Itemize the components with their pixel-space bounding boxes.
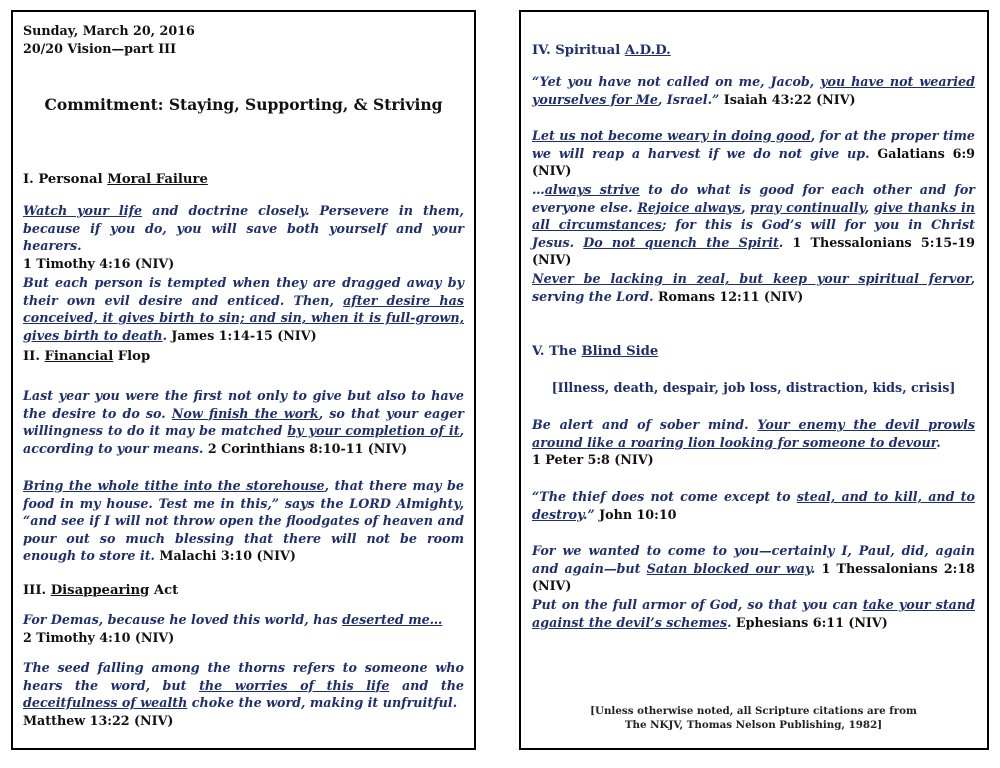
- verse-matthew-13-22: The seed falling among the thorns refers to someone who hears the word, but the worries of this life and the deceitfulness of wealth choke the word, making it unfruitful. Matthew 13:22 (NIV): [23, 660, 464, 728]
- heading-keyword: Disappearing: [50, 583, 150, 598]
- heading-keyword: Blind Side: [581, 344, 659, 359]
- verse-reference: 1 Thessalonians 2:18 (NIV): [532, 560, 976, 594]
- verse-reference: 2 Timothy 4:10 (NIV): [23, 629, 175, 645]
- blind-side-list: [Illness, death, despair, job loss, distraction, kids, crisis]: [551, 380, 956, 395]
- verse-isaiah-43-22: “Yet you have not called on me, Jacob, you have not wearied yourselves for Me, Israel.” Isaiah 43:22 (NIV): [532, 74, 975, 107]
- sermon-title: Commitment: Staying, Supporting, & Striving: [44, 95, 443, 114]
- verse-reference: Malachi 3:10 (NIV): [154, 548, 296, 564]
- verse-1-thessalonians-5-15: …always strive to do what is good for each other and for everyone else. Rejoice always, pray continually, give thanks in all circumstances; for this is God’s will for you in Christ Jesus. Do not quench the Spirit. 1 Thessalonians 5:15-19 (NIV): [532, 182, 976, 268]
- scripture-citation-note: [Unless otherwise noted, all Scripture citations are from The NKJV, Thomas Nelson Publishing, 1982]: [590, 705, 917, 731]
- heading-financial-flop: II. Financial Flop: [23, 349, 151, 364]
- verse-1-timothy-4-16: Watch your life and doctrine closely. Persevere in them, because if you do, you will save both yourself and your hearers. 1 Timothy 4:16 (NIV): [23, 203, 464, 271]
- verse-1-thessalonians-2-18: For we wanted to come to you—certainly I, Paul, did, again and again—but Satan blocked our way. 1 Thessalonians 2:18 (NIV): [532, 543, 976, 594]
- verse-reference: Isaiah 43:22 (NIV): [719, 91, 856, 107]
- verse-1-peter-5-8: Be alert and of sober mind. Your enemy the devil prowls around like a roaring lion looking for someone to devour. 1 Peter 5:8 (NIV): [532, 417, 975, 468]
- verse-reference: 1 Timothy 4:16 (NIV): [23, 255, 175, 271]
- verse-reference: 1 Peter 5:8 (NIV): [532, 452, 654, 468]
- heading-moral-failure: I. Personal Moral Failure: [23, 172, 208, 187]
- heading-blind-side: V. The Blind Side: [532, 344, 659, 359]
- right-bulletin-panel: [519, 10, 989, 750]
- heading-spiritual-add: IV. Spiritual A.D.D.: [532, 43, 671, 58]
- verse-reference: James 1:14-15 (NIV): [166, 327, 317, 343]
- verse-ephesians-6-11: Put on the full armor of God, so that you can take your stand against the devil’s schemes. Ephesians 6:11 (NIV): [532, 597, 975, 630]
- verse-reference: 1 Thessalonians 5:15-19 (NIV): [532, 234, 976, 268]
- heading-keyword: Financial: [44, 349, 114, 364]
- verse-galatians-6-9: Let us not become weary in doing good, for at the proper time we will reap a harvest if we do not give up. Galatians 6:9 (NIV): [532, 128, 975, 179]
- sermon-date: Sunday, March 20, 2016: [23, 23, 195, 38]
- verse-2-corinthians-8-10: Last year you were the first not only to give but also to have the desire to do so. Now finish the work, so that your eager willingness to do it may be matched by your completion of it, according to your means. 2 Corinthians 8:10-11 (NIV): [23, 388, 465, 456]
- verse-reference: Ephesians 6:11 (NIV): [731, 614, 888, 630]
- verse-malachi-3-10: Bring the whole tithe into the storehouse, that there may be food in my house. Test me in this,” says the LORD Almighty, “and see if I will not throw open the floodgates of heaven and pour out so much blessing that there will not be room enough to store it. Malachi 3:10 (NIV): [23, 478, 464, 564]
- left-bulletin-panel: [11, 10, 476, 750]
- verse-james-1-14: But each person is tempted when they are dragged away by their own evil desire and enticed. Then, after desire has conceived, it gives birth to sin; and sin, when it is full-grown, gives birth to death. James 1:14-15 (NIV): [23, 275, 464, 343]
- verse-reference: Matthew 13:22 (NIV): [23, 712, 174, 728]
- verse-john-10-10: “The thief does not come except to steal, and to kill, and to destroy.” John 10:10: [532, 489, 975, 522]
- verse-reference: Galatians 6:9 (NIV): [532, 145, 975, 179]
- heading-keyword: A.D.D.: [624, 43, 671, 58]
- heading-keyword: Moral Failure: [107, 172, 208, 187]
- verse-2-timothy-4-10: For Demas, because he loved this world, has deserted me… 2 Timothy 4:10 (NIV): [23, 612, 443, 645]
- heading-disappearing-act: III. Disappearing Act: [23, 583, 179, 598]
- sermon-series: 20/20 Vision—part III: [23, 41, 176, 56]
- verse-reference: John 10:10: [594, 506, 677, 522]
- verse-reference: 2 Corinthians 8:10-11 (NIV): [203, 440, 408, 456]
- verse-reference: Romans 12:11 (NIV): [653, 288, 804, 304]
- verse-romans-12-11: Never be lacking in zeal, but keep your spiritual fervor, serving the Lord. Romans 12:11 (NIV): [532, 271, 975, 304]
